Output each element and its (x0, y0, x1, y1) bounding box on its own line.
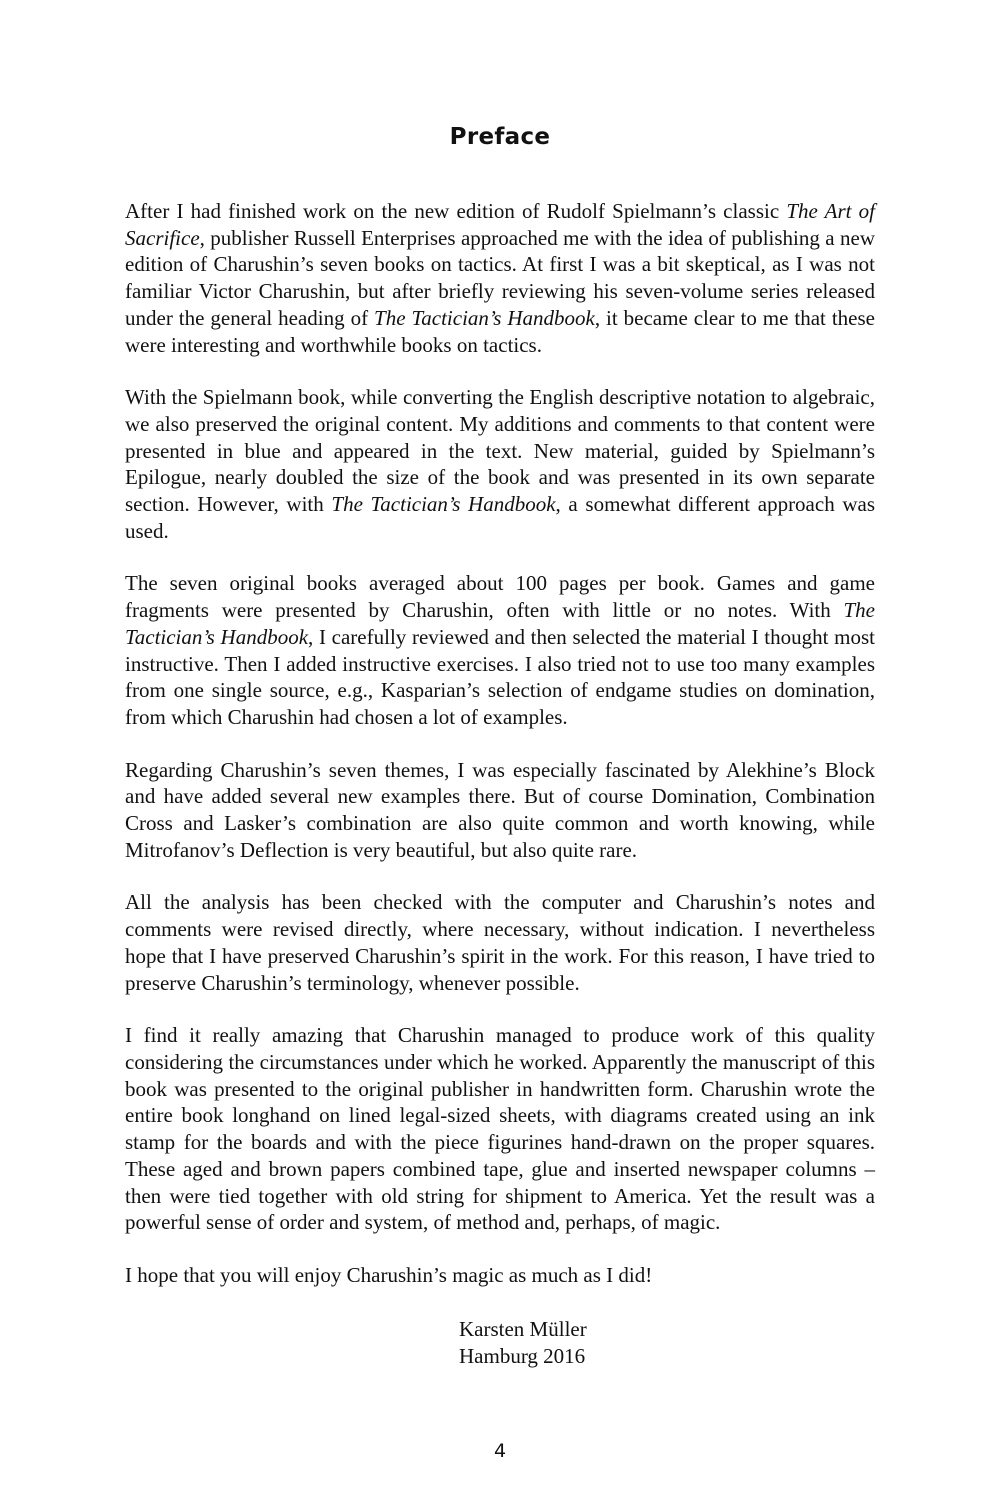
paragraph (125, 1022, 875, 1236)
italic-title-text: The Tactician’s Handbook (374, 305, 595, 330)
paragraph-text: With the Spielmann book, while converting the English descriptive notation to algebraic, we also preserved the original content. My additions and comments to that content were presented in blue and appeared in the text. New material, guided by Spielmann’s Epilogue, nearly doubled the size of the book and was presented in its own separate section. However, with (125, 385, 875, 517)
paragraph-text: , a somewhat different approach was used. (125, 492, 876, 543)
paragraph-text: I hope that you will enjoy Charushin’s magic as much as I did! (125, 1262, 653, 1287)
signature-block (459, 1316, 587, 1369)
paragraph-text: All the analysis has been checked with the computer and Charushin’s notes and comments were revised directly, where necessary, without indication. I nevertheless hope that I have preserved Charushin’s spirit in the work. For this reason, I have tried to preserve Charushin’s terminology, whenever possible. (125, 890, 875, 995)
paragraph (125, 198, 875, 358)
italic-title-text: The Tactician’s Handbook (125, 598, 875, 649)
author-name: Karsten Müller (459, 1317, 587, 1341)
italic-title-text: The Art of Sacrifice (125, 199, 875, 250)
page-title: Preface (449, 124, 551, 150)
paragraph-text: After I had finished work on the new edition of Rudolf Spielmann’s classic (125, 199, 787, 223)
paragraph-text: The seven original books averaged about 100 pages per book. Games and game fragments were presented by Charushin, often with little or no notes. With (125, 571, 875, 623)
paragraph-text: I find it really amazing that Charushin managed to produce work of this quality considering the circumstances under which he worked. Apparently the manuscript of this book was presented to the original publisher in handwritten form. Charushin wrote the entire book longhand on lined legal-sized sheets, with diagrams created using an ink stamp for the boards and with the piece figurines hand-drawn on the proper squares. These aged and brown papers combined tape, glue and inserted newspaper columns – then were tied together with old string for shipment to America. Yet the result was a powerful sense of order and system, of method and, perhaps, of magic. (125, 1023, 875, 1235)
paragraph-text: , publisher Russell Enterprises approached me with the idea of publishing a new edition of Charushin’s seven books on tactics. At first I was a bit skeptical, as I was not familiar Victor Charushin, but after briefly reviewing his seven-volume series released under the general heading of (125, 225, 875, 330)
page-number: 4 (493, 1440, 507, 1462)
paragraph (125, 757, 875, 864)
paragraph-text: Regarding Charushin’s seven themes, I was especially fascinated by Alekhine’s Block and have added several new examples there. But of course Domination, Combination Cross and Lasker’s combination are also quite common and worth knowing, while Mitrofanov’s Deflection is very beautiful, but also quite rare. (125, 757, 875, 862)
preface-body (125, 198, 875, 1315)
paragraph-text: , it became clear to me that these were interesting and worthwhile books on tactics. (125, 305, 875, 357)
paragraph (125, 889, 875, 996)
paragraph (125, 384, 875, 544)
italic-title-text: The Tactician’s Handbook (331, 492, 556, 517)
paragraph-text: , I carefully reviewed and then selected the material I thought most instructive. Then I added instructive exercises. I also tried not to use too many examples from one single source, e.g., Kasparian’s selection of endgame studies on domination, from which Charushin had chosen a lot of examples. (125, 624, 876, 729)
paragraph (125, 1262, 875, 1289)
paragraph (125, 570, 875, 730)
place-date: Hamburg 2016 (459, 1343, 586, 1368)
